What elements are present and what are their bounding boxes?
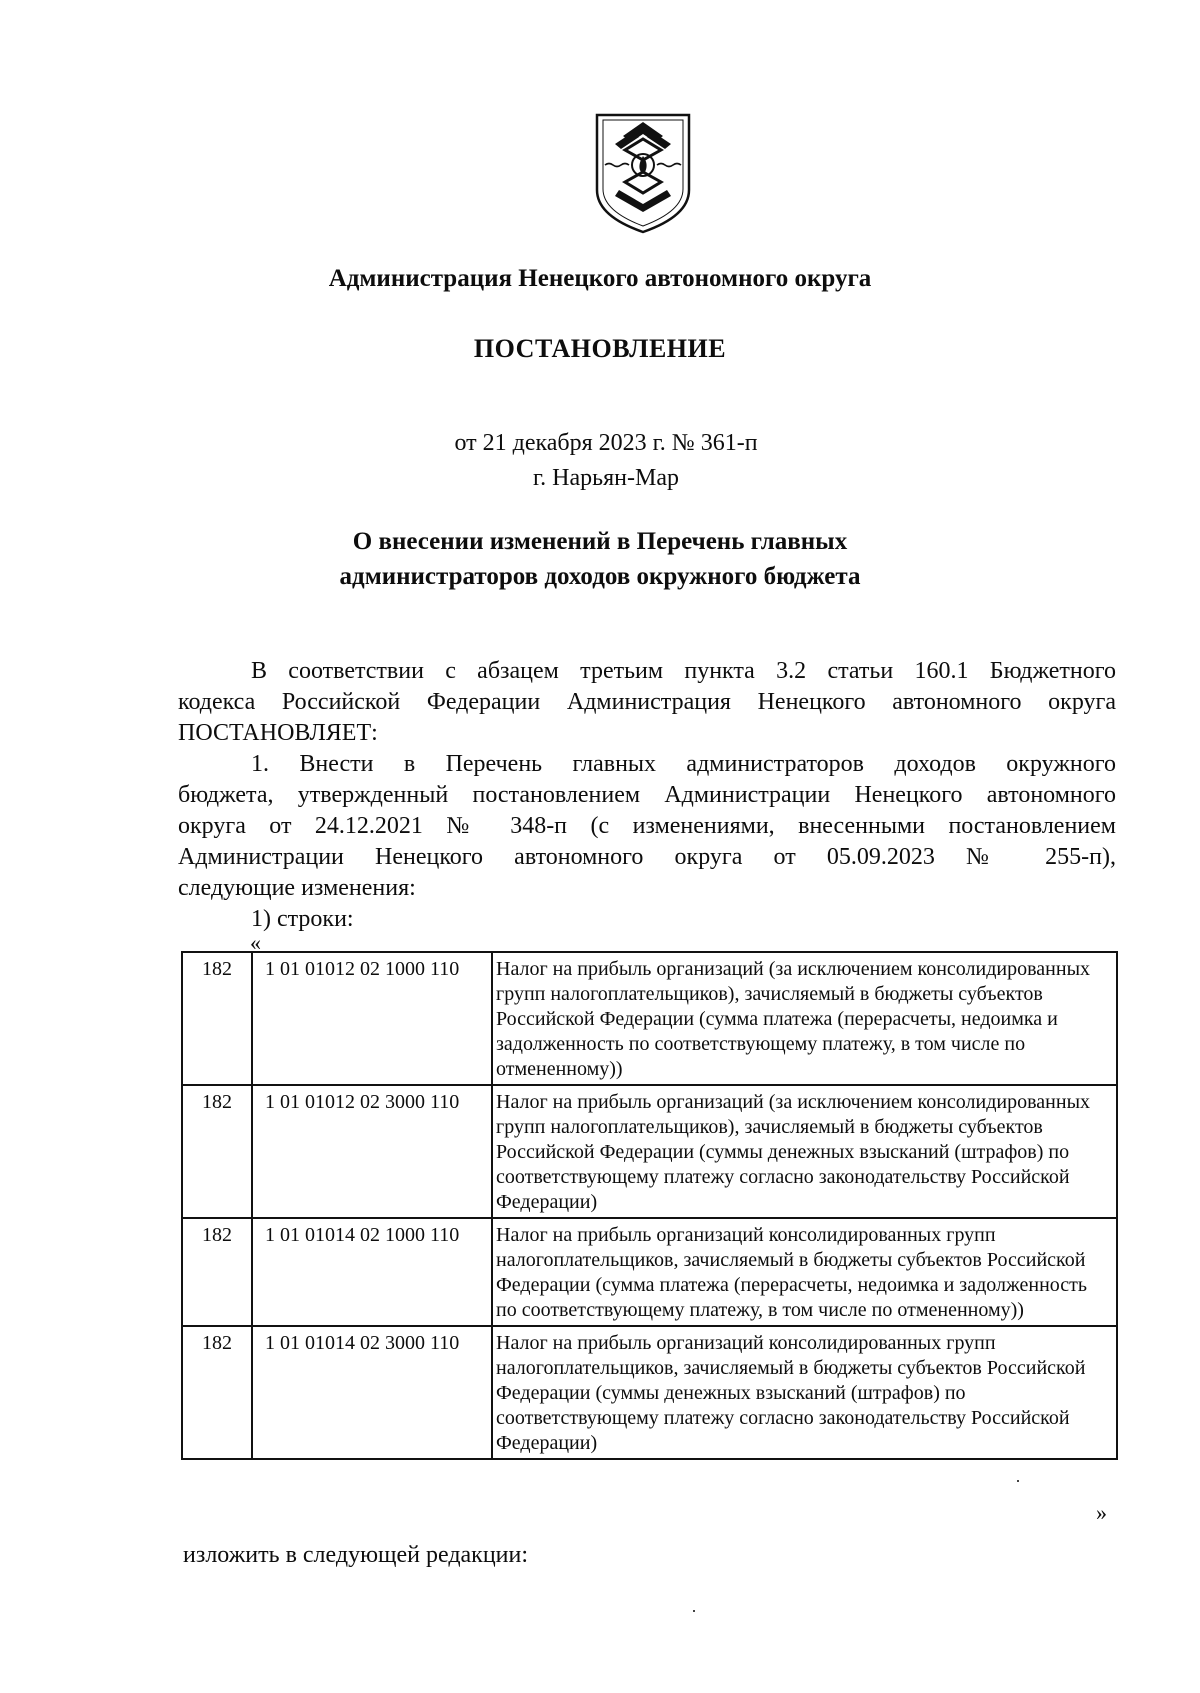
budget-code-cell: 1 01 01014 02 1000 110 bbox=[252, 1218, 492, 1326]
document-type-title: ПОСТАНОВЛЕНИЕ bbox=[473, 334, 727, 363]
paragraph-preamble-line-2: кодекса Российской Федерации Администрация Ненецкого автономного округа bbox=[178, 689, 1116, 715]
budget-code-cell: 1 01 01012 02 1000 110 bbox=[252, 952, 492, 1085]
paragraph-item1-line-1: 1. Внести в Перечень главных администраторов доходов окружного bbox=[251, 751, 1116, 777]
table-row bbox=[182, 952, 1117, 1085]
admin-code-cell: 182 bbox=[182, 1218, 252, 1326]
paragraph-preamble-line-1: В соответствии с абзацем третьим пункта 3.2 статьи 160.1 Бюджетного bbox=[251, 658, 1116, 684]
admin-code-cell: 182 bbox=[182, 1326, 252, 1459]
description-cell: Налог на прибыль организаций (за исключением консолидированных групп налогоплательщиков), зачисляемый в бюджеты субъектов Российской Федерации (сумма платежа (перерасчеты, недоимка и задолженность по соответствующему платежу, в том числе по отмененному)) bbox=[492, 952, 1117, 1085]
document-city: г. Нарьян-Мар bbox=[533, 465, 679, 491]
description-cell: Налог на прибыль организаций консолидированных групп налогоплательщиков, зачисляемый в бюджеты субъектов Российской Федерации (суммы денежных взысканий (штрафов) по соответствующему платежу согласно законодательству Российской Федерации) bbox=[492, 1326, 1117, 1459]
paragraph-item1-line-2: бюджета, утвержденный постановлением Администрации Ненецкого автономного bbox=[178, 782, 1116, 808]
paragraph-item1-line-5: следующие изменения: bbox=[178, 875, 416, 901]
subitem-rows-label: 1) строки: bbox=[251, 906, 354, 932]
coat-of-arms-emblem bbox=[593, 112, 693, 234]
tail-phrase: изложить в следующей редакции: bbox=[183, 1542, 529, 1568]
scan-speck bbox=[1017, 1480, 1019, 1482]
paragraph-item1-line-3: округа от 24.12.2021 № 348-п (с изменениями, внесенными постановлением bbox=[178, 813, 1116, 839]
closing-quote: » bbox=[1096, 1500, 1107, 1525]
organization-name: Администрация Ненецкого автономного округа bbox=[328, 265, 872, 292]
table-row bbox=[182, 1326, 1117, 1459]
opening-quote: « bbox=[250, 930, 261, 955]
table-row bbox=[182, 1218, 1117, 1326]
document-subject-line-2: администраторов доходов окружного бюджета bbox=[339, 563, 861, 590]
admin-code-cell: 182 bbox=[182, 1085, 252, 1218]
budget-code-cell: 1 01 01014 02 3000 110 bbox=[252, 1326, 492, 1459]
description-cell: Налог на прибыль организаций (за исключением консолидированных групп налогоплательщиков), зачисляемый в бюджеты субъектов Российской Федерации (суммы денежных взысканий (штрафов) по соответствующему платежу согласно законодательству Российской Федерации) bbox=[492, 1085, 1117, 1218]
document-subject-line-1: О внесении изменений в Перечень главных bbox=[352, 528, 848, 555]
document-date-number: от 21 декабря 2023 г. № 361-п bbox=[454, 430, 758, 456]
budget-code-cell: 1 01 01012 02 3000 110 bbox=[252, 1085, 492, 1218]
income-codes-table bbox=[181, 951, 1118, 1460]
paragraph-item1-line-4: Администрации Ненецкого автономного округа от 05.09.2023 № 255-п), bbox=[178, 844, 1116, 870]
description-cell: Налог на прибыль организаций консолидированных групп налогоплательщиков, зачисляемый в бюджеты субъектов Российской Федерации (сумма платежа (перерасчеты, недоимка и задолженность по соответствующему платежу, в том числе по отмененному)) bbox=[492, 1218, 1117, 1326]
scan-speck bbox=[693, 1610, 695, 1612]
table-row bbox=[182, 1085, 1117, 1218]
paragraph-preamble-line-3: ПОСТАНОВЛЯЕТ: bbox=[178, 720, 378, 746]
admin-code-cell: 182 bbox=[182, 952, 252, 1085]
